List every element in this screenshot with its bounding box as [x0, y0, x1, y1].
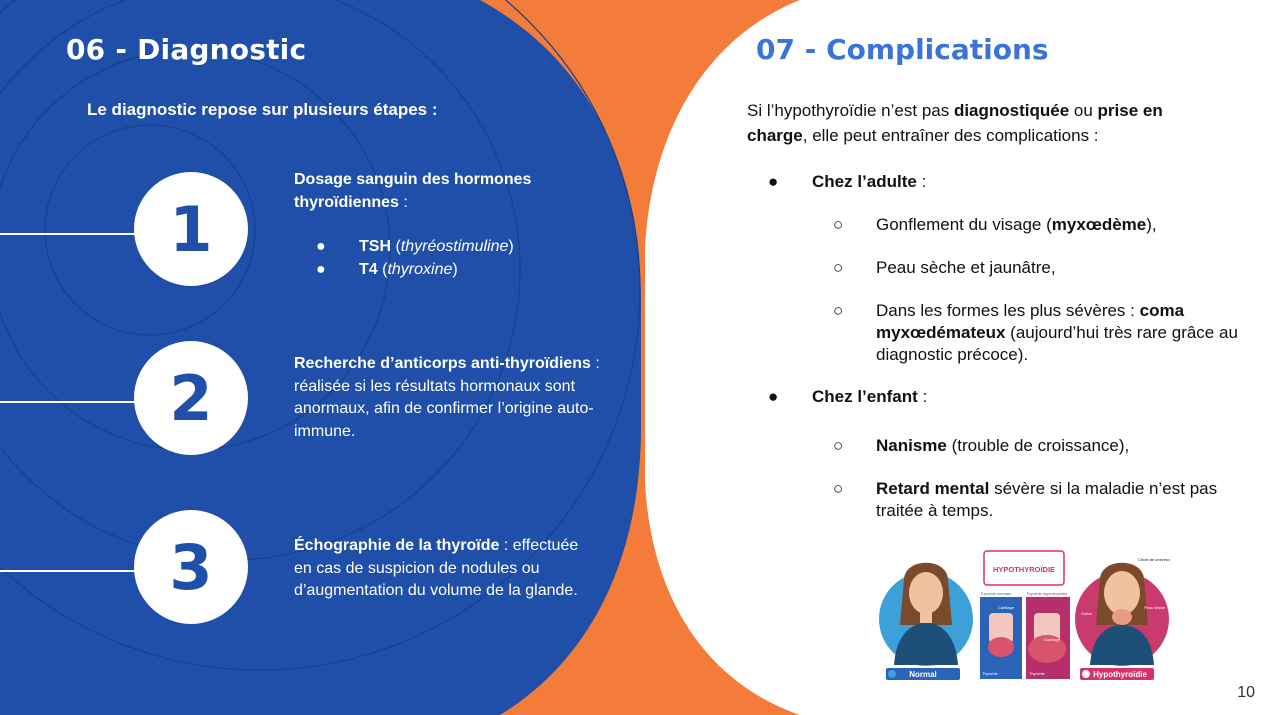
adult-heading-row: ● Chez l’adulte :	[768, 172, 927, 191]
bullet-circle-icon: ○	[833, 436, 844, 455]
svg-text:Thyroïde normale: Thyroïde normale	[980, 591, 1012, 596]
hypothyroid-woman-figure	[1075, 557, 1170, 680]
step-2-heading: Recherche d’anticorps anti-thyroïdiens	[294, 355, 591, 372]
step-3-body: : effectuée en cas de suspicion de nodules ou d’augmentation du volume de la glande.	[294, 537, 579, 599]
step-1-connector	[0, 233, 140, 235]
svg-text:Thyroïde: Thyroïde	[982, 671, 998, 676]
bullet-circle-icon: ○	[833, 215, 844, 234]
hormone-list	[294, 236, 624, 281]
step-1-colon: :	[398, 193, 408, 211]
bullet-circle-icon: ○	[833, 479, 844, 498]
step-3-text	[294, 535, 599, 603]
complications-title: 07 - Complications	[756, 33, 1049, 66]
step-1-text	[294, 169, 624, 281]
svg-text:Cartilage: Cartilage	[1044, 637, 1061, 642]
bullet-dot-icon: ●	[316, 238, 326, 255]
bullet-circle-icon: ○	[833, 258, 844, 277]
hypothyroid-label: Hypothyroïdie	[1093, 670, 1147, 679]
step-3-heading: Échographie de la thyroïde	[294, 537, 500, 554]
step-3-number: 3	[134, 510, 248, 624]
step-2-connector	[0, 401, 140, 403]
adult-item-3: ○ Dans les formes les plus sévères : coma myxœdémateux (aujourd’hui très rare grâce au diagnostic précoce).	[833, 301, 1238, 364]
hypo-banner-text: HYPOTHYROÏDIE	[992, 565, 1056, 574]
bullet-dot-icon: ●	[768, 387, 779, 406]
svg-text:Cartilage: Cartilage	[998, 605, 1015, 610]
child-item-1: ○ Nanisme (trouble de croissance),	[833, 436, 1130, 455]
bullet-dot-icon: ●	[768, 172, 779, 191]
step-2-text	[294, 353, 609, 443]
svg-text:Thyroïde hypertrophiée: Thyroïde hypertrophiée	[1026, 591, 1068, 596]
bullet-dot-icon: ●	[316, 260, 326, 278]
step-2-body: : réalisée si les résultats hormonaux sont anormaux, afin de confirmer l’origine auto-immune.	[294, 355, 600, 440]
child-heading: Chez l’enfant	[812, 387, 918, 406]
step-1-heading: Dosage sanguin des hormones thyroïdiennes	[294, 171, 532, 211]
diagnostic-intro: Le diagnostic repose sur plusieurs étapes :	[87, 100, 438, 119]
hypothyroidism-illustration	[876, 545, 1172, 687]
child-heading-row: ● Chez l’enfant :	[768, 387, 928, 406]
svg-text:Thyroïde: Thyroïde	[1029, 671, 1045, 676]
step-2-number: 2	[134, 341, 248, 455]
adult-item-2: ○ Peau sèche et jaunâtre,	[833, 258, 1056, 277]
hormone-item-t4: ● T4 (thyroxine)	[294, 259, 624, 282]
page-number: 10	[1237, 684, 1255, 701]
normal-woman-figure	[879, 563, 973, 680]
diagnostic-title: 06 - Diagnostic	[66, 33, 307, 66]
child-item-2: ○ Retard mental sévère si la maladie n’est pas traitée à temps.	[833, 479, 1218, 520]
bullet-circle-icon: ○	[833, 301, 844, 320]
step-3-connector	[0, 570, 140, 572]
normal-label: Normal	[909, 670, 937, 679]
hormone-item-tsh: ● TSH (thyréostimuline)	[294, 236, 624, 259]
adult-item-1: ○ Gonflement du visage (myxœdème),	[833, 215, 1157, 234]
complications-intro: Si l’hypothyroïdie n’est pas diagnostiquée ou prise en charge, elle peut entraîner des complications :	[747, 101, 1163, 145]
svg-text:Goitre: Goitre	[1081, 611, 1092, 616]
step-1-number: 1	[134, 172, 248, 286]
adult-heading: Chez l’adulte	[812, 172, 917, 191]
svg-text:Chute de cheveux: Chute de cheveux	[1138, 557, 1171, 562]
thyroid-panels	[980, 591, 1070, 679]
svg-text:Peau sèche: Peau sèche	[1144, 605, 1166, 610]
